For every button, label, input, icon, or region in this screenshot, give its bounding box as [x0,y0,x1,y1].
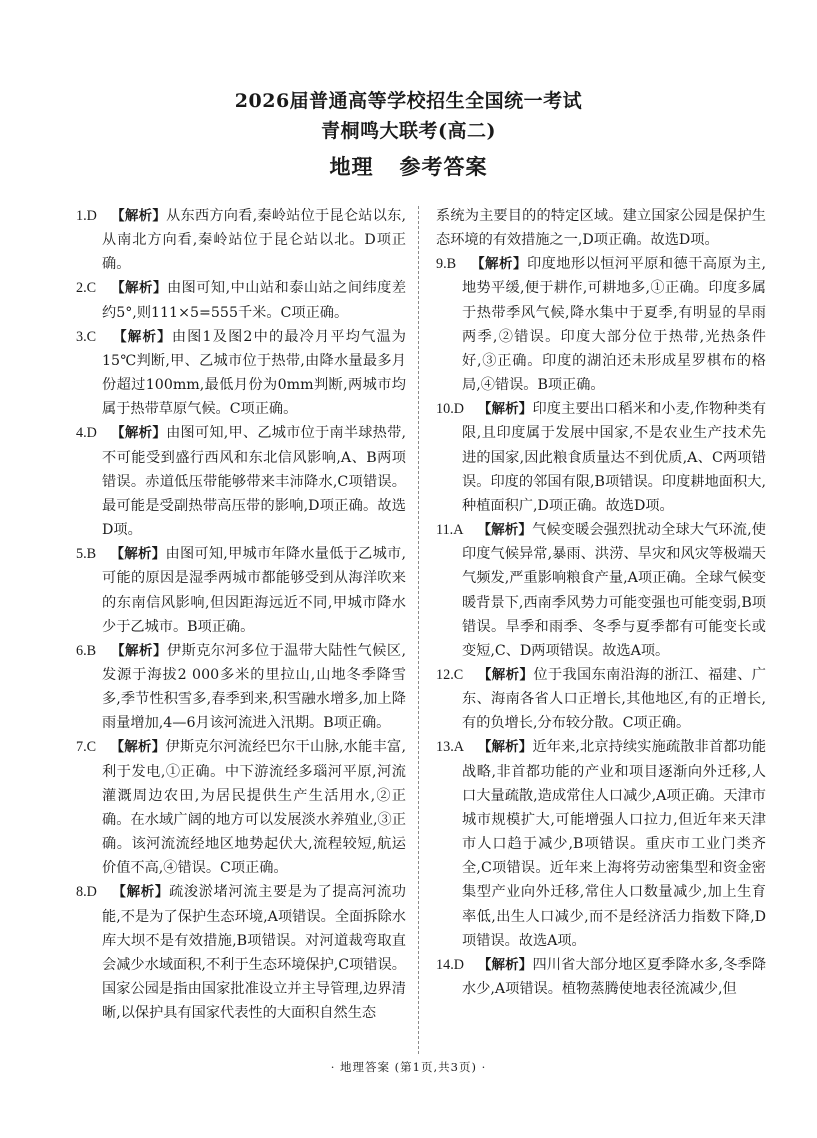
analysis-tag: 【解析】 [477,666,534,683]
analysis-tag: 【解析】 [111,280,167,297]
analysis-tag: 【解析】 [110,739,166,756]
answer-letter: B [86,546,97,563]
doc-type-label: 参考答案 [399,154,488,179]
answer-item [76,276,406,324]
answer-explanation: 系统为主要目的的特定区域。建立国家公园是保护生态环境的有效措施之一,D项正确。故选D项。 [436,208,766,249]
question-number: 14. [436,956,454,973]
analysis-tag: 【解析】 [477,956,533,973]
question-number: 2. [76,280,87,297]
question-number: 5. [76,546,87,563]
answer-explanation: 由图可知,甲、乙城市位于南半球热带,不可能受到盛行西风和东北信风影响,A、B两项错误。赤道低压带能够带来丰沛降水,C项错误。最可能是受副热带高压带的影响,D项正确。故选D项。 [102,425,406,539]
answer-explanation: 从东西方向看,秦岭站位于昆仑站以东,从南北方向看,秦岭站位于昆仑站以北。D项正确。 [102,208,406,273]
answer-item [76,325,406,422]
answer-letter: B [86,642,97,659]
answer-item [436,204,766,252]
answer-item [76,880,406,1025]
answer-explanation: 由图可知,中山站和泰山站之间纬度差约5°,则111×5=555千米。C项正确。 [102,280,406,321]
left-answer-column [76,204,406,1054]
answer-letter: D [453,401,464,418]
answer-item [76,542,406,639]
page-title [0,151,817,181]
answer-explanation: 气候变暖会强烈扰动全球大气环流,使印度气候异常,暴雨、洪涝、旱灾和风灾等极端天气频发,严重影响粮食产量,A项正确。全球气候变暖背景下,西南季风势力可能变强也可能变弱,B项错误。旱季和雨季、冬季与夏季都有可能变长或变短,C、D两项错误。故选A项。 [462,522,766,659]
answer-explanation: 印度主要出口稻米和小麦,作物种类有限,且印度属于发展中国家,不是农业生产技术先进的国家,因此粮食质量达不到优质,A、C两项错误。印度的邻国有限,B项错误。印度耕地面积大,种植面积广,D项正确。故选D项。 [462,401,766,514]
answer-letter: C [86,328,97,345]
answer-item [436,518,766,663]
question-number: 13. [436,739,454,756]
answer-letter: D [86,425,97,442]
answer-explanation: 疏浚淤堵河流主要是为了提高河流功能,不是为了保护生态环境,A项错误。全面拆除水库大坝不是有效措施,B项错误。对河道裁弯取直会减少水域面积,不利于生态环境保护,C项错误。国家公园是指由国家批准设立并主导管理,边界清晰,以保护具有国家代表性的大面积自然生态 [102,884,406,1022]
question-number: 11. [436,522,454,539]
answer-letter: B [446,256,457,273]
right-answer-column [436,204,766,1054]
analysis-tag: 【解析】 [111,208,167,224]
exam-title: 2026届普通高等学校招生全国统一考试 [234,90,583,112]
analysis-tag: 【解析】 [477,522,533,539]
question-number: 6. [76,642,87,659]
answer-letter: C [86,739,97,756]
question-number: 3. [76,328,87,345]
answer-item [76,204,406,276]
answer-item [436,397,766,518]
answer-item [436,252,766,397]
question-number: 4. [76,425,87,442]
answer-letter: A [453,739,464,756]
question-number: 10. [436,401,454,418]
analysis-tag: 【解析】 [477,401,533,418]
page-footer: · 地理答案 (第1页,共3页) · [330,1060,487,1074]
answer-item [436,953,766,1001]
answer-explanation: 四川省大部分地区夏季降水多,冬季降水少,A项错误。植物蒸腾使地表径流减少,但 [462,956,766,997]
analysis-tag: 【解析】 [110,546,166,563]
question-number: 7. [76,739,87,756]
answer-item [76,639,406,736]
analysis-tag: 【解析】 [477,739,533,756]
answer-explanation: 由图1及图2中的最冷月平均气温为15℃判断,甲、乙城市位于热带,由降水量最多月份超过100mm,最低月份为0mm判断,两城市均属于热带草原气候。C项正确。 [102,328,406,418]
answer-explanation: 近年来,北京持续实施疏散非首都功能战略,非首都功能的产业和项目逐渐向外迁移,人口大量疏散,造成常住人口减少,A项正确。天津市城市规模扩大,可能增强人口拉力,但近年来天津市人口趋于减少,B项错误。重庆市工业门类齐全,C项错误。近年来上海将劳动密集型和资金密集型产业向外迁移,常住人口数量减少,加上生育率低,出生人口减少,而不是经济活力指数下降,D项错误。故选A项。 [462,739,766,949]
answer-item [76,735,406,880]
answer-letter: C [86,280,97,297]
answer-letter: A [453,522,464,539]
exam-subtitle: 青桐鸣大联考(高二) [321,120,496,142]
answer-item [76,421,406,542]
answer-letter: C [453,666,464,683]
answer-item [436,735,766,952]
question-number: 12. [436,666,454,683]
answer-letter: D [453,956,464,973]
column-divider [418,206,419,1054]
subject-label: 地理 [329,154,374,179]
answer-explanation: 伊斯克尔河流经巴尔干山脉,水能丰富,利于发电,①正确。中下游流经多瑙河平原,河流灌溉周边农田,为居民提供生产生活用水,②正确。在水域广阔的地方可以发展淡水养殖业,③正确。该河流流经地区地势起伏大,流程较短,航运价值不高,④错误。C项正确。 [102,739,406,877]
answer-explanation: 位于我国东南沿海的浙江、福建、广东、海南各省人口正增长,其他地区,有的正增长,有的负增长,分布较分散。C项正确。 [462,666,766,732]
answer-explanation: 伊斯克尔河多位于温带大陆性气候区,发源于海拔2 000多米的里拉山,山地冬季降雪多,季节性积雪多,春季到来,积雪融水增多,加上降雨量增加,4—6月该河流进入汛期。B项正确。 [102,642,406,732]
answer-explanation: 印度地形以恒河平原和德干高原为主,地势平缓,便于耕作,可耕地多,①正确。印度多属于热带季风气候,降水集中于夏季,有明显的旱雨两季,②错误。印度大部分位于热带,光热条件好,③正确。印度的湖泊还未形成星罗棋布的格局,④错误。B项正确。 [462,256,766,394]
question-number: 1. [76,208,87,224]
analysis-tag: 【解析】 [471,256,527,273]
answer-letter: D [86,208,97,224]
answer-letter: D [86,884,97,901]
question-number: 8. [76,884,87,901]
analysis-tag: 【解析】 [113,328,172,345]
answer-explanation: 由图可知,甲城市年降水量低于乙城市,可能的原因是湿季两城市都能够受到从海洋吹来的东南信风影响,但因距海远近不同,甲城市降水少于乙城市。B项正确。 [102,546,406,635]
question-number: 9. [436,256,447,273]
answer-item [436,663,766,735]
analysis-tag: 【解析】 [111,425,167,442]
analysis-tag: 【解析】 [111,642,167,659]
analysis-tag: 【解析】 [112,884,170,901]
